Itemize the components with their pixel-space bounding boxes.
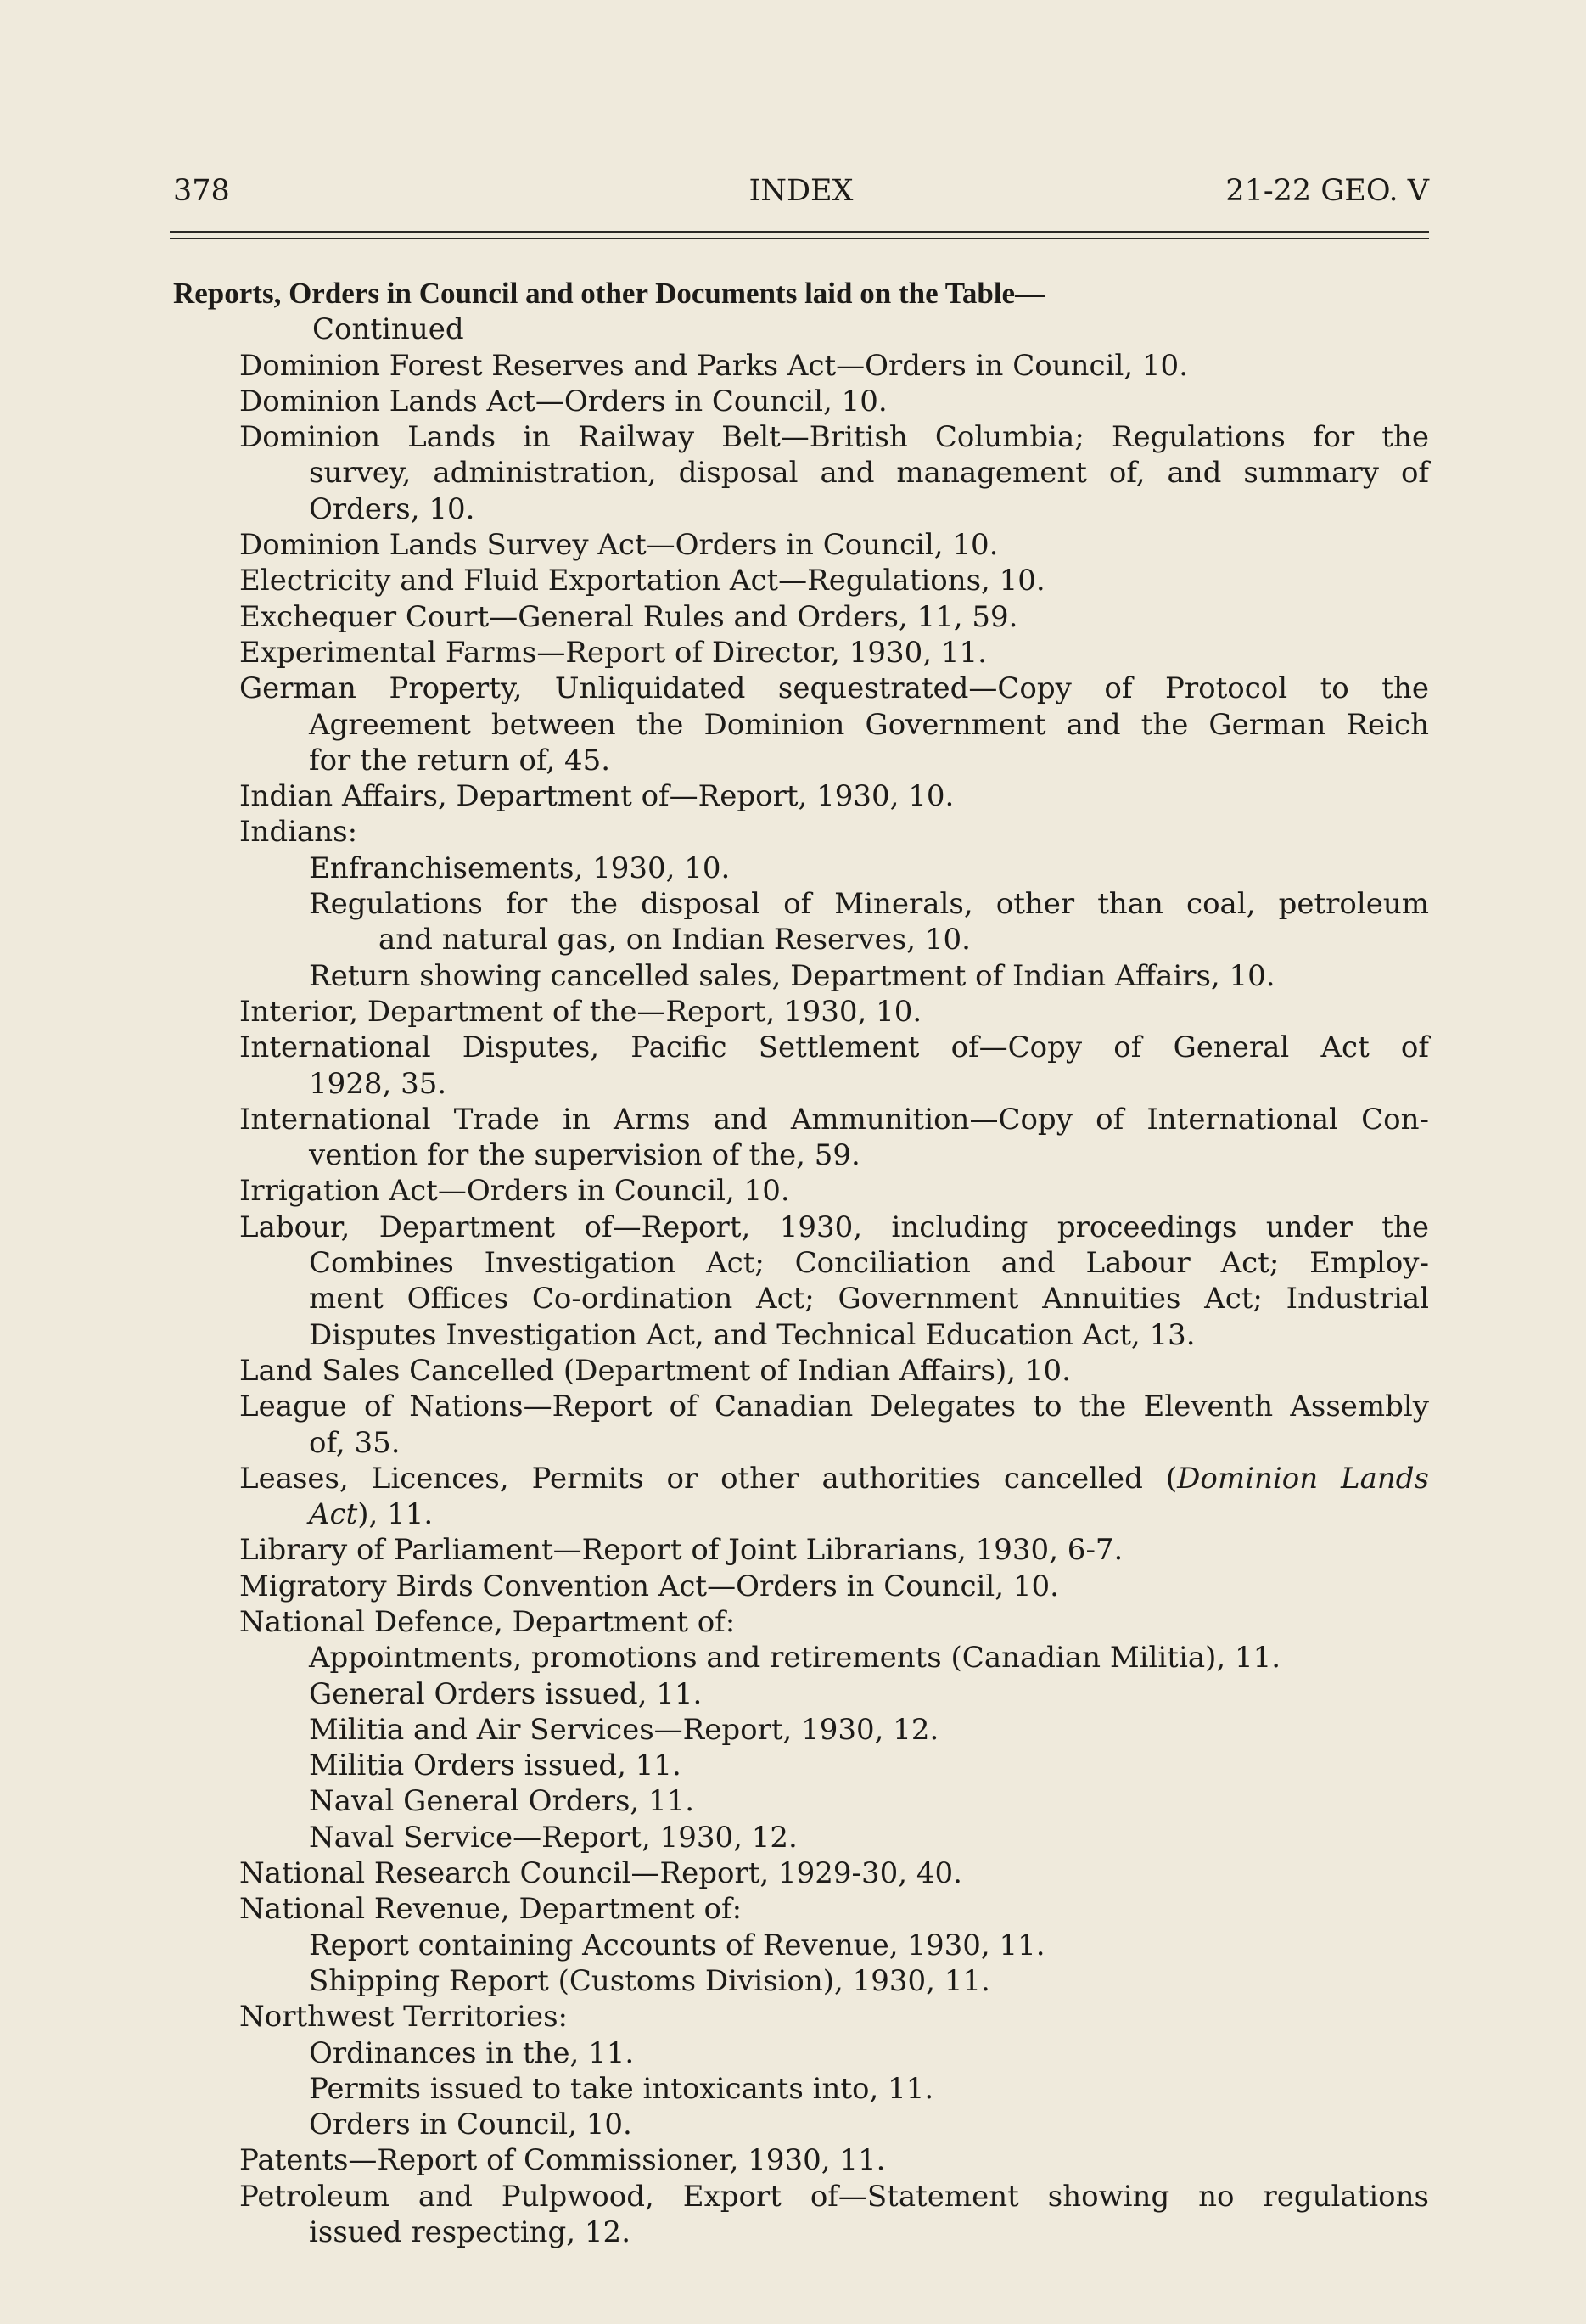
index-entry-continuation: survey, administration, disposal and management of, and summary of: [309, 456, 1429, 491]
index-entry: Indians:: [239, 815, 358, 850]
continued-label: Continued: [312, 312, 464, 347]
index-entries: [173, 276, 1429, 2250]
index-subentry: Militia Orders issued, 11.: [309, 1749, 681, 1783]
index-subentry: Militia and Air Services—Report, 1930, 12.: [309, 1712, 939, 1747]
index-entry: National Defence, Department of:: [239, 1604, 736, 1639]
index-subentry: Return showing cancelled sales, Department of Indian Affairs, 10.: [309, 958, 1275, 993]
index-entry: Indian Affairs, Department of—Report, 1930, 10.: [239, 779, 955, 814]
index-entry-continuation: [173, 1496, 1429, 1532]
session-label: 21-22 GEO. V: [1225, 174, 1429, 208]
index-subentry: Report containing Accounts of Revenue, 1930, 11.: [309, 1928, 1045, 1962]
entry-text: Leases, Licences, Permits or other authorities cancelled (: [239, 1461, 1178, 1496]
index-entry: League of Nations—Report of Canadian Delegates to the Eleventh Assembly: [239, 1389, 1429, 1424]
index-entry: International Disputes, Pacific Settlement of—Copy of General Act of: [239, 1030, 1429, 1065]
index-subentry: Naval General Orders, 11.: [309, 1784, 695, 1819]
index-entry-continuation: of, 35.: [309, 1425, 401, 1460]
index-subentry: Naval Service—Report, 1930, 12.: [309, 1820, 798, 1855]
index-subentry-continuation: and natural gas, on Indian Reserves, 10.: [378, 923, 971, 957]
index-entry-continuation: Orders, 10.: [309, 491, 475, 526]
index-entry-continuation: 1928, 35.: [309, 1066, 447, 1101]
index-entry-continuation: Disputes Investigation Act, and Technical Education Act, 13.: [309, 1317, 1196, 1352]
index-entry: National Research Council—Report, 1929-30, 40.: [239, 1856, 962, 1891]
index-entry: Electricity and Fluid Exportation Act—Regulations, 10.: [239, 564, 1045, 598]
index-subentry: Appointments, promotions and retirements (Canadian Militia), 11.: [309, 1641, 1281, 1676]
index-entry: Migratory Birds Convention Act—Orders in Council, 10.: [239, 1569, 1059, 1603]
header-double-rule: [170, 231, 1429, 239]
index-subentry: Permits issued to take intoxicants into, 11.: [309, 2071, 934, 2106]
index-subentry: Enfranchisements, 1930, 10.: [309, 850, 731, 885]
index-entry: Experimental Farms—Report of Director, 1930, 11.: [239, 635, 987, 670]
index-entry: Land Sales Cancelled (Department of Indian Affairs), 10.: [239, 1353, 1071, 1388]
index-entry: Library of Parliament—Report of Joint Librarians, 1930, 6-7.: [239, 1533, 1124, 1568]
index-entry: Dominion Lands Survey Act—Orders in Council, 10.: [239, 528, 999, 563]
index-entry: German Property, Unliquidated sequestrated—Copy of Protocol to the: [239, 671, 1429, 706]
index-entry-continuation: Agreement between the Dominion Government and the German Reich: [309, 707, 1429, 742]
index-subentry: Regulations for the disposal of Minerals, other than coal, petroleum: [309, 887, 1429, 922]
entry-italic-text: Dominion Lands: [1177, 1461, 1429, 1496]
index-entry: Exchequer Court—General Rules and Orders, 11, 59.: [239, 599, 1018, 634]
page-number: 378: [173, 174, 230, 208]
page-header: [173, 170, 1429, 212]
index-entry-continuation: ment Offices Co-ordination Act; Government Annuities Act; Industrial: [309, 1282, 1429, 1316]
index-entry: [173, 1461, 1429, 1496]
index-entry: International Trade in Arms and Ammunition—Copy of International Con-: [239, 1102, 1429, 1137]
index-entry: Northwest Territories:: [239, 2000, 568, 2035]
index-entry: Petroleum and Pulpwood, Export of—Statement showing no regulations: [239, 2179, 1429, 2214]
index-entry-continuation: issued respecting, 12.: [309, 2215, 630, 2250]
index-entry: National Revenue, Department of:: [239, 1892, 743, 1927]
section-heading: Reports, Orders in Council and other Documents laid on the Table—: [173, 277, 1045, 310]
index-entry-continuation: vention for the supervision of the, 59.: [309, 1138, 860, 1173]
index-entry: Interior, Department of the—Report, 1930, 10.: [239, 994, 922, 1029]
index-entry: Irrigation Act—Orders in Council, 10.: [239, 1174, 790, 1209]
entry-italic-text: Act: [309, 1497, 358, 1532]
index-entry: Dominion Lands Act—Orders in Council, 10.: [239, 384, 888, 418]
index-entry: Dominion Lands in Railway Belt—British Columbia; Regulations for the: [239, 420, 1429, 455]
entry-text: ), 11.: [357, 1497, 434, 1532]
index-subentry: Orders in Council, 10.: [309, 2108, 632, 2142]
index-entry-continuation: for the return of, 45.: [309, 743, 611, 777]
index-entry: Patents—Report of Commissioner, 1930, 11.: [239, 2143, 886, 2178]
index-entry: Labour, Department of—Report, 1930, including proceedings under the: [239, 1210, 1429, 1244]
page-title: INDEX: [748, 174, 854, 208]
index-subentry: Shipping Report (Customs Division), 1930, 11.: [309, 1963, 990, 1998]
index-subentry: Ordinances in the, 11.: [309, 2035, 635, 2070]
index-entry: Dominion Forest Reserves and Parks Act—Orders in Council, 10.: [239, 348, 1188, 383]
index-subentry: General Orders issued, 11.: [309, 1676, 703, 1711]
index-entry-continuation: Combines Investigation Act; Conciliation and Labour Act; Employ-: [309, 1246, 1429, 1281]
